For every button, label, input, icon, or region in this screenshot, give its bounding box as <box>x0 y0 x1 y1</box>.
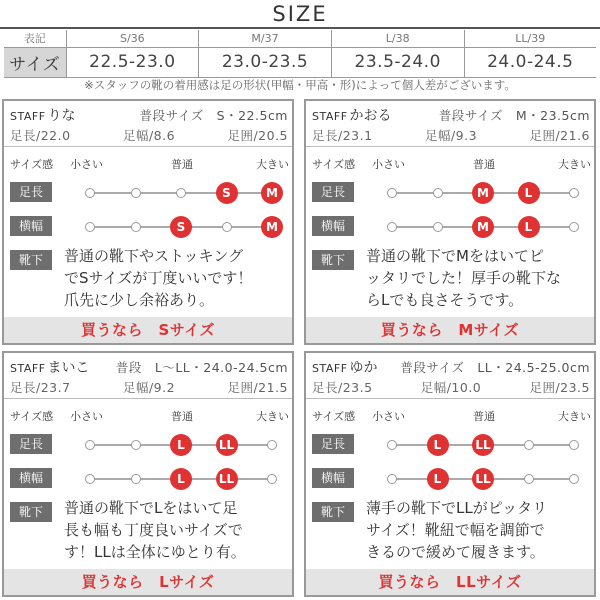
scale-dot <box>131 440 141 450</box>
size-table-header-row <box>4 30 596 47</box>
staff-comment <box>64 245 292 311</box>
fit-scale-title: サイズ感 <box>10 410 54 423</box>
recommended-size: 買うなら LLサイズ <box>306 569 594 595</box>
comment-line: す！LLは全体にゆとり有。 <box>64 543 246 561</box>
fit-scale-title: サイズ感 <box>10 158 54 171</box>
size-value-m: 23.0-23.5 <box>199 47 332 77</box>
staff-label: STAFF <box>312 110 348 123</box>
foot-length: 足長/22.0 <box>10 128 71 143</box>
scale-dot <box>176 188 186 198</box>
staff-name: ゆか <box>349 360 378 376</box>
comment-line: 普通の靴下でLをはいて足 <box>64 499 238 517</box>
comment-line: でSサイズが丁度いいです！ <box>64 269 253 287</box>
length-tag: 足長 <box>312 434 354 454</box>
size-fit-marker: LL <box>472 468 494 490</box>
size-table-row-label: サイズ <box>4 47 66 77</box>
socks-tag: 靴下 <box>312 502 354 522</box>
usual-size: 普段サイズ LL・24.5-25.0cm <box>400 360 590 375</box>
socks-tag: 靴下 <box>10 502 52 522</box>
scale-dot <box>267 474 277 484</box>
size-fit-marker: M <box>261 216 283 238</box>
comment-line: らLでも良さそうです。 <box>366 291 524 309</box>
size-title: SIZE <box>272 2 328 26</box>
size-fit-marker: L <box>427 434 449 456</box>
staff-name: りな <box>47 108 76 124</box>
scale-dot <box>387 440 397 450</box>
foot-length: 足長/23.7 <box>10 380 71 395</box>
usual-size: 普段 L～LL・24.0-24.5cm <box>115 360 288 375</box>
size-fit-marker: S <box>170 216 192 238</box>
scale-dot <box>433 222 443 232</box>
size-fit-marker: L <box>518 182 540 204</box>
size-table-value-row <box>4 47 596 77</box>
staff-comment <box>64 497 292 563</box>
staff-name: かおる <box>349 108 392 124</box>
scale-small-label: 小さい <box>70 158 103 171</box>
comment-line: 普通の靴下でMをはいてピ <box>366 247 544 265</box>
staff-panel <box>304 99 596 345</box>
staff-panel <box>2 351 294 597</box>
foot-girth: 足囲/23.5 <box>529 380 590 395</box>
scale-dot <box>387 222 397 232</box>
staff-header <box>312 105 590 123</box>
size-fit-marker: LL <box>216 434 238 456</box>
foot-measurements <box>312 378 590 396</box>
scale-dot <box>131 222 141 232</box>
staff-panel <box>304 351 596 597</box>
size-fit-marker: LL <box>216 468 238 490</box>
usual-size: 普段サイズ S・22.5cm <box>139 108 288 123</box>
foot-length: 足長/23.1 <box>312 128 373 143</box>
scale-dot <box>569 440 579 450</box>
usual-size: 普段サイズ M・23.5cm <box>438 108 590 123</box>
scale-small-label: 小さい <box>70 410 103 423</box>
comment-line: きるので緩めて履きます。 <box>366 543 545 561</box>
staff-header <box>312 357 590 375</box>
size-fit-marker: L <box>170 468 192 490</box>
staff-comment <box>366 245 594 311</box>
scale-small-label: 小さい <box>372 158 405 171</box>
length-tag: 足長 <box>10 182 52 202</box>
scale-big-label: 大きい <box>558 410 591 423</box>
foot-measurements <box>10 126 288 144</box>
scale-dot <box>524 474 534 484</box>
size-header-l: L/38 <box>331 30 464 47</box>
staff-panel <box>2 99 294 345</box>
foot-girth: 足囲/21.6 <box>529 128 590 143</box>
foot-length: 足長/23.5 <box>312 380 373 395</box>
foot-girth: 足囲/20.5 <box>227 128 288 143</box>
scale-dot <box>569 222 579 232</box>
comment-line: 薄手の靴下でLLがピッタリ <box>366 499 548 517</box>
scale-normal-label: 普通 <box>473 410 495 423</box>
scale-dot <box>387 474 397 484</box>
fit-scale-title: サイズ感 <box>312 158 356 171</box>
staff-label: STAFF <box>10 110 46 123</box>
size-fit-marker: M <box>472 216 494 238</box>
size-fit-marker: L <box>518 216 540 238</box>
scale-dot <box>85 188 95 198</box>
scale-dot <box>131 474 141 484</box>
staff-name: まいこ <box>47 360 90 376</box>
length-tag: 足長 <box>312 182 354 202</box>
panel-divider <box>306 398 594 399</box>
title-underline <box>0 27 600 29</box>
scale-normal-label: 普通 <box>171 410 193 423</box>
width-tag: 横幅 <box>10 216 52 236</box>
foot-width: 足幅/9.3 <box>424 128 478 143</box>
staff-label: STAFF <box>10 362 46 375</box>
foot-width: 足幅/8.6 <box>122 128 176 143</box>
scale-dot <box>387 188 397 198</box>
size-fit-marker: L <box>427 468 449 490</box>
scale-dot <box>222 222 232 232</box>
staff-comment <box>366 497 594 563</box>
staff-header <box>10 357 288 375</box>
recommended-size: 買うなら Mサイズ <box>306 317 594 343</box>
size-header-ll: LL/39 <box>464 30 596 47</box>
size-value-s: 22.5-23.0 <box>66 47 199 77</box>
recommended-size: 買うなら Sサイズ <box>4 317 292 343</box>
recommended-size: 買うなら Lサイズ <box>4 569 292 595</box>
foot-width: 足幅/10.0 <box>420 380 482 395</box>
panel-divider <box>4 146 292 147</box>
size-header-m: M/37 <box>199 30 332 47</box>
size-fit-marker: S <box>216 182 238 204</box>
scale-dot <box>524 440 534 450</box>
size-fit-marker: LL <box>472 434 494 456</box>
size-fit-marker: M <box>261 182 283 204</box>
foot-width: 足幅/9.2 <box>122 380 176 395</box>
scale-dot <box>569 188 579 198</box>
fit-disclaimer-note: ※スタッフの靴の着用感は足の形状(甲幅・甲高・形)によって個人差がございます。 <box>84 78 516 92</box>
comment-line: ッタリでした！厚手の靴下な <box>366 269 562 287</box>
scale-big-label: 大きい <box>256 410 289 423</box>
size-value-ll: 24.0-24.5 <box>464 47 596 77</box>
scale-normal-label: 普通 <box>473 158 495 171</box>
fit-scale-title: サイズ感 <box>312 410 356 423</box>
width-tag: 横幅 <box>10 468 52 488</box>
scale-normal-label: 普通 <box>171 158 193 171</box>
socks-tag: 靴下 <box>312 250 354 270</box>
comment-line: 長も幅も丁度良いサイズで <box>64 521 243 539</box>
comment-line: 普通の靴下やストッキング <box>64 247 244 265</box>
size-table <box>4 30 596 78</box>
scale-big-label: 大きい <box>256 158 289 171</box>
staff-header <box>10 105 288 123</box>
comment-line: サイズ！靴紐で幅を調節で <box>366 521 545 539</box>
scale-big-label: 大きい <box>558 158 591 171</box>
foot-girth: 足囲/21.5 <box>227 380 288 395</box>
scale-dot <box>131 188 141 198</box>
size-value-l: 23.5-24.0 <box>331 47 464 77</box>
size-fit-marker: L <box>170 434 192 456</box>
scale-dot <box>569 474 579 484</box>
scale-dot <box>85 474 95 484</box>
length-tag: 足長 <box>10 434 52 454</box>
scale-dot <box>85 440 95 450</box>
size-header-s: S/36 <box>66 30 199 47</box>
scale-dot <box>433 188 443 198</box>
size-fit-marker: M <box>472 182 494 204</box>
socks-tag: 靴下 <box>10 250 52 270</box>
scale-small-label: 小さい <box>372 410 405 423</box>
scale-dot <box>85 222 95 232</box>
width-tag: 横幅 <box>312 468 354 488</box>
width-tag: 横幅 <box>312 216 354 236</box>
scale-dot <box>267 440 277 450</box>
comment-line: 爪先に少し余裕あり。 <box>64 291 215 309</box>
foot-measurements <box>10 378 288 396</box>
foot-measurements <box>312 126 590 144</box>
panel-divider <box>4 398 292 399</box>
staff-label: STAFF <box>312 362 348 375</box>
size-table-header-label: 表記 <box>4 30 66 47</box>
panel-divider <box>306 146 594 147</box>
